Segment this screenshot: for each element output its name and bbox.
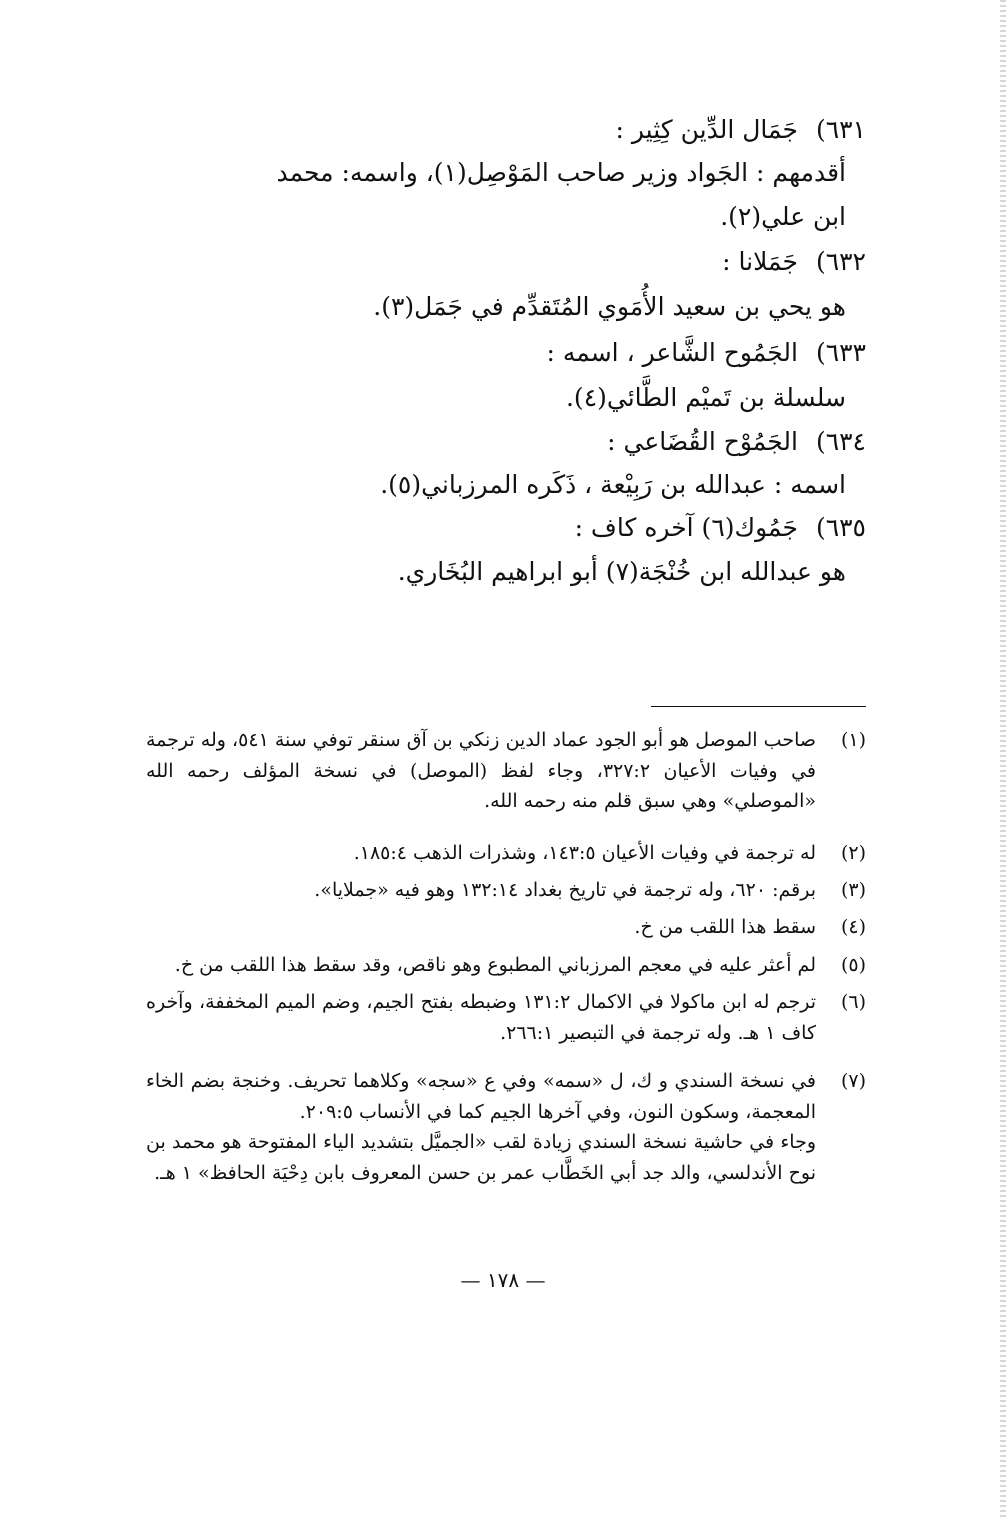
entry-631 — [616, 113, 866, 147]
footnote-separator — [651, 706, 866, 707]
entry-number: ٦٣٥) — [815, 513, 866, 542]
entry-body-text: ابن علي(٢). — [720, 202, 846, 231]
entry-632 — [722, 245, 866, 279]
entry-633 — [547, 336, 867, 370]
footnote-number: (٣) — [840, 879, 866, 901]
entry-635 — [575, 511, 866, 545]
footnote-text: لم أعثر عليه في معجم المرزباني المطبوع وهو ناقص، وقد سقط هذا اللقب من خ. — [174, 954, 816, 976]
page-number: — ١٧٨ — — [460, 1268, 546, 1292]
entry-body-text: سلسلة بن تَميْم الطَّائي(٤). — [565, 383, 846, 412]
entry-body-text: اسمه : عبدالله بن رَبِيْعة ، ذَكَره المرزباني(٥). — [380, 470, 846, 499]
footnote-number: (٧) — [840, 1070, 866, 1092]
entry-body-text: هو عبدالله ابن خُنْجَة(٧) أبو ابراهيم البُخَاري. — [397, 557, 846, 586]
footnote-text: في نسخة السندي و ك، ل «سمه» وفي ع «سجه» وكلاهما تحريف. وخنجة بضم الخاء المعجمة، وسكون النون، وفي آخرها الجيم كما في الأنساب ٢٠٩:٥. — [146, 1070, 816, 1123]
entry-632-body — [373, 290, 846, 324]
footnote-number: (٤) — [840, 916, 866, 938]
entry-number: ٦٣٢) — [815, 247, 866, 276]
entry-634 — [607, 425, 866, 459]
entry-number: ٦٣٣) — [815, 338, 866, 367]
footnote-number: (٦) — [840, 991, 866, 1013]
entry-631-body-line2 — [720, 200, 846, 234]
entry-heading: الجَمُوح الشَّاعر ، اسمه : — [546, 338, 798, 367]
footnote-text: برقم: ٦٢٠، وله ترجمة في تاريخ بغداد ١٣٢:١٤ وهو فيه «جملايا». — [314, 879, 816, 901]
footnote-1 — [146, 725, 866, 817]
entry-heading: الجَمُوْح القُضَاعي : — [607, 427, 798, 456]
footnote-2 — [146, 838, 866, 869]
footnote-text: صاحب الموصل هو أبو الجود عماد الدين زنكي بن آق سنقر توفي سنة ٥٤١، وله ترجمة في وفيات الأعيان ٣٢٧:٢، وجاء لفظ (الموصل) في نسخة المؤلف رحمه الله «الموصلي» وهي سبق قلم منه رحمه الله. — [146, 729, 816, 812]
footnote-text: ترجم له ابن ماكولا في الاكمال ١٣١:٢ وضبطه بفتح الجيم، وضم الميم المخففة، وآخره كاف ١ هـ. وله ترجمة في التبصير ٢٦٦:١. — [146, 991, 816, 1044]
entry-number: ٦٣١) — [815, 115, 866, 144]
footnote-text: سقط هذا اللقب من خ. — [634, 916, 816, 938]
footnote-text-continued: وجاء في حاشية نسخة السندي زيادة لقب «الجميَّل بتشديد الياء المفتوحة هو محمد بن نوح الأندلسي، والد جد أبي الخَطَّاب عمر بن حسن المعروف بابن دِحْيَة الحافظ» ١ هـ. — [146, 1131, 816, 1184]
entry-634-body — [380, 468, 846, 502]
footnote-3 — [146, 875, 866, 906]
footnote-6 — [146, 987, 866, 1048]
entry-heading: جَمَلانا : — [722, 247, 798, 276]
entry-number: ٦٣٤) — [815, 427, 866, 456]
entry-631-body-line1 — [145, 156, 846, 190]
footnote-5 — [146, 950, 866, 981]
footnote-number: (١) — [840, 729, 866, 751]
entry-633-body — [566, 381, 846, 415]
entry-heading: جَمَال الدِّين كِثِير : — [615, 115, 798, 144]
footnote-text: له ترجمة في وفيات الأعيان ١٤٣:٥، وشذرات الذهب ١٨٥:٤. — [353, 842, 816, 864]
entry-body-text: أقدمهم : الجَواد وزير صاحب المَوْصِل(١)، واسمه: محمد — [276, 158, 846, 187]
entry-635-body — [398, 555, 846, 589]
footnote-number: (٢) — [840, 842, 866, 864]
footnote-4 — [146, 912, 866, 943]
footnote-7 — [146, 1066, 866, 1188]
entry-body-text: هو يحي بن سعيد الأُمَوي المُتَقدِّم في جَمَل(٣). — [373, 292, 846, 321]
entry-heading: جَمُوك(٦) آخره كاف : — [574, 513, 798, 542]
footnote-number: (٥) — [840, 954, 866, 976]
page-edge-shading — [1000, 0, 1006, 1517]
